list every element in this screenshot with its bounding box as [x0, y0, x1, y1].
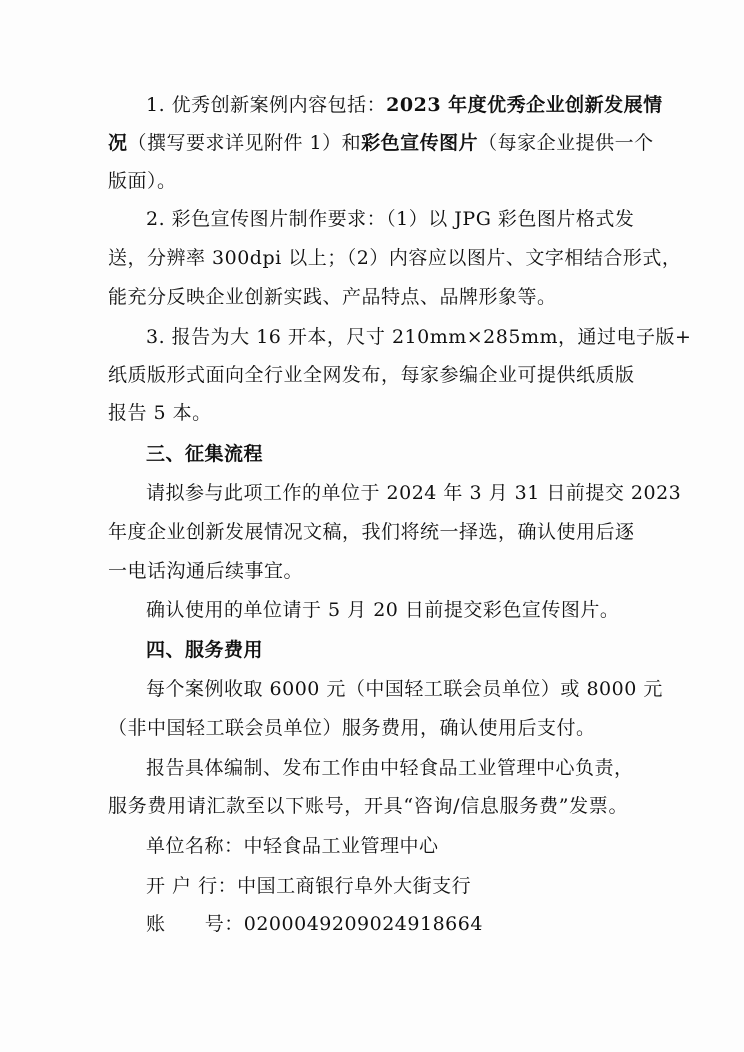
- item3-line2: 纸质版形式面向全行业全网发布，每家参编企业可提供纸质版: [108, 364, 635, 386]
- bank-branch-label: 开 户 行：: [146, 875, 238, 897]
- section4-p2-line1: 报告具体编制、发布工作由中轻食品工业管理中心负责，: [146, 757, 634, 779]
- section3-p2: 确认使用的单位请于 5 月 20 日前提交彩色宣传图片。: [146, 599, 620, 621]
- item3-line3: 报告 5 本。: [108, 402, 212, 424]
- section3-heading: 三、征集流程: [146, 443, 264, 465]
- item3-line1: 3. 报告为大 16 开本，尺寸 210mm×285mm，通过电子版+: [146, 326, 692, 348]
- section4-p2-line2: 服务费用请汇款至以下账号，开具“咨询/信息服务费”发票。: [108, 795, 628, 817]
- bank-branch-row: [146, 873, 666, 899]
- item2-line1: 2. 彩色宣传图片制作要求：（1）以 JPG 彩色图片格式发: [146, 208, 635, 230]
- section3-p1-line2: 年度企业创新发展情况文稿，我们将统一择选，确认使用后逐: [108, 521, 635, 543]
- bank-name-row: [146, 833, 666, 859]
- item1-line3: 版面）。: [108, 170, 177, 192]
- item1-bold-images: 彩色宣传图片: [361, 132, 479, 154]
- section4-p1-line2: （非中国轻工联会员单位）服务费用，确认使用后支付。: [108, 717, 596, 739]
- item1-prefix: 1. 优秀创新案例内容包括：: [146, 94, 387, 116]
- bank-branch-value: 中国工商银行阜外大街支行: [237, 875, 472, 897]
- item1-line1: [146, 92, 666, 118]
- item1-middle1: （撰写要求详见附件 1）和: [127, 132, 362, 154]
- section4-heading: 四、服务费用: [146, 639, 264, 661]
- bank-name-label: 单位名称：: [146, 835, 244, 857]
- section3-p1-line3: 一电话沟通后续事宜。: [108, 560, 304, 582]
- bank-account-value: 0200049209024918664: [243, 913, 483, 935]
- section4-p1-line1: 每个案例收取 6000 元（中国轻工联会员单位）或 8000 元: [146, 678, 663, 700]
- bank-name-value: 中轻食品工业管理中心: [243, 835, 439, 857]
- item1-bold-title-end: 况: [108, 132, 128, 154]
- section3-p1-line1: 请拟参与此项工作的单位于 2024 年 3 月 31 日前提交 2023: [146, 482, 682, 504]
- item1-middle2: （每家企业提供一个: [478, 132, 654, 154]
- item2-line2: 送，分辨率 300dpi 以上；（2）内容应以图片、文字相结合形式，: [108, 247, 682, 269]
- bank-account-label: 账 号：: [146, 913, 244, 935]
- bank-account-row: [146, 911, 666, 937]
- item1-bold-title: 2023 年度优秀企业创新发展情: [386, 94, 663, 116]
- item2-line3: 能充分反映企业创新实践、产品特点、品牌形象等。: [108, 286, 557, 308]
- item1-line2: [108, 130, 654, 156]
